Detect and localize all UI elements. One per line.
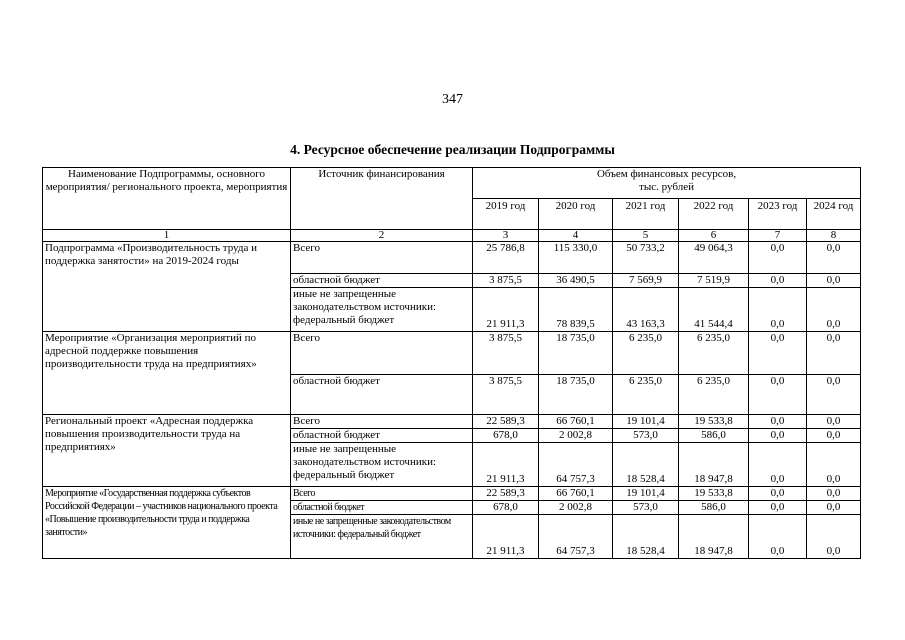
value-cell: 0,0 — [749, 274, 807, 288]
column-index: 2 — [291, 230, 473, 242]
header-volume-line2: тыс. рублей — [639, 181, 694, 193]
column-index: 4 — [539, 230, 613, 242]
value-cell: 6 235,0 — [679, 375, 749, 415]
value-cell: 6 235,0 — [613, 375, 679, 415]
value-cell: 0,0 — [749, 501, 807, 515]
value-cell: 0,0 — [807, 332, 861, 375]
value-cell: 7 569,9 — [613, 274, 679, 288]
header-volume-column — [473, 168, 861, 199]
header-year: 2022 год — [679, 199, 749, 230]
value-cell: 41 544,4 — [679, 288, 749, 332]
value-cell: 0,0 — [807, 415, 861, 429]
value-cell: 0,0 — [749, 487, 807, 501]
value-cell: 0,0 — [807, 501, 861, 515]
header-volume-line1: Объем финансовых ресурсов, — [596, 168, 737, 180]
funding-source: иные не запрещенные законодательством источники: федеральный бюджет — [291, 515, 473, 559]
header-source-column: Источник финансирования — [291, 168, 473, 230]
value-cell: 0,0 — [807, 515, 861, 559]
section-title: 4. Ресурсное обеспечение реализации Подпрограммы — [290, 142, 615, 157]
value-cell: 0,0 — [749, 415, 807, 429]
column-index: 5 — [613, 230, 679, 242]
column-index-row — [43, 230, 861, 242]
value-cell: 66 760,1 — [539, 487, 613, 501]
header-year: 2021 год — [613, 199, 679, 230]
row-group-name: Подпрограмма «Производительность труда и поддержка занятости» на 2019-2024 годы — [43, 242, 291, 332]
column-index: 3 — [473, 230, 539, 242]
value-cell: 573,0 — [613, 501, 679, 515]
value-cell: 0,0 — [807, 242, 861, 274]
value-cell: 678,0 — [473, 501, 539, 515]
value-cell: 0,0 — [807, 288, 861, 332]
value-cell: 0,0 — [749, 515, 807, 559]
value-cell: 3 875,5 — [473, 332, 539, 375]
funding-source: Всего — [291, 242, 473, 274]
value-cell: 43 163,3 — [613, 288, 679, 332]
funding-source: Всего — [291, 332, 473, 375]
value-cell: 0,0 — [749, 332, 807, 375]
header-year: 2020 год — [539, 199, 613, 230]
value-cell: 2 002,8 — [539, 501, 613, 515]
value-cell: 0,0 — [807, 274, 861, 288]
value-cell: 50 733,2 — [613, 242, 679, 274]
funding-source: иные не запрещенные законодательством источники: федеральный бюджет — [291, 443, 473, 487]
funding-source: областной бюджет — [291, 274, 473, 288]
value-cell: 0,0 — [749, 443, 807, 487]
value-cell: 18 528,4 — [613, 443, 679, 487]
value-cell: 18 947,8 — [679, 443, 749, 487]
resource-table — [42, 167, 861, 559]
value-cell: 0,0 — [749, 288, 807, 332]
value-cell: 18 735,0 — [539, 332, 613, 375]
value-cell: 0,0 — [749, 242, 807, 274]
value-cell: 64 757,3 — [539, 443, 613, 487]
value-cell: 6 235,0 — [613, 332, 679, 375]
table-row — [43, 487, 861, 501]
funding-source: областной бюджет — [291, 501, 473, 515]
value-cell: 19 101,4 — [613, 487, 679, 501]
table-body — [43, 242, 861, 559]
value-cell: 0,0 — [749, 429, 807, 443]
funding-source: областной бюджет — [291, 375, 473, 415]
row-group-name: Мероприятие «Организация мероприятий по адресной поддержке повышения производительности труда на предприятиях» — [43, 332, 291, 415]
page-number: 347 — [442, 92, 463, 107]
value-cell: 78 839,5 — [539, 288, 613, 332]
value-cell: 21 911,3 — [473, 288, 539, 332]
value-cell: 115 330,0 — [539, 242, 613, 274]
value-cell: 3 875,5 — [473, 375, 539, 415]
value-cell: 25 786,8 — [473, 242, 539, 274]
table-row — [43, 415, 861, 429]
value-cell: 19 533,8 — [679, 487, 749, 501]
header-name-column: Наименование Подпрограммы, основного мероприятия/ регионального проекта, мероприятия — [43, 168, 291, 230]
value-cell: 49 064,3 — [679, 242, 749, 274]
value-cell: 22 589,3 — [473, 487, 539, 501]
value-cell: 22 589,3 — [473, 415, 539, 429]
funding-source: иные не запрещенные законодательством источники: федеральный бюджет — [291, 288, 473, 332]
value-cell: 0,0 — [807, 375, 861, 415]
value-cell: 18 735,0 — [539, 375, 613, 415]
value-cell: 66 760,1 — [539, 415, 613, 429]
value-cell: 586,0 — [679, 501, 749, 515]
value-cell: 2 002,8 — [539, 429, 613, 443]
value-cell: 0,0 — [807, 443, 861, 487]
funding-source: Всего — [291, 487, 473, 501]
value-cell: 18 528,4 — [613, 515, 679, 559]
value-cell: 64 757,3 — [539, 515, 613, 559]
column-index: 6 — [679, 230, 749, 242]
table-header — [43, 168, 861, 242]
table-row — [43, 242, 861, 274]
value-cell: 586,0 — [679, 429, 749, 443]
funding-source: областной бюджет — [291, 429, 473, 443]
value-cell: 6 235,0 — [679, 332, 749, 375]
column-index: 7 — [749, 230, 807, 242]
value-cell: 18 947,8 — [679, 515, 749, 559]
value-cell: 678,0 — [473, 429, 539, 443]
row-group-name: Мероприятие «Государственная поддержка субъектов Российской Федерации – участников национального проекта «Повышение производительности труда и поддержка занятости» — [43, 487, 291, 559]
funding-source: Всего — [291, 415, 473, 429]
value-cell: 19 101,4 — [613, 415, 679, 429]
value-cell: 0,0 — [807, 429, 861, 443]
table-row — [43, 332, 861, 375]
value-cell: 36 490,5 — [539, 274, 613, 288]
value-cell: 7 519,9 — [679, 274, 749, 288]
value-cell: 21 911,3 — [473, 515, 539, 559]
value-cell: 19 533,8 — [679, 415, 749, 429]
column-index: 8 — [807, 230, 861, 242]
header-year: 2019 год — [473, 199, 539, 230]
value-cell: 21 911,3 — [473, 443, 539, 487]
value-cell: 0,0 — [749, 375, 807, 415]
value-cell: 3 875,5 — [473, 274, 539, 288]
row-group-name: Региональный проект «Адресная поддержка повышения производительности труда на предприятиях» — [43, 415, 291, 487]
value-cell: 573,0 — [613, 429, 679, 443]
header-year: 2024 год — [807, 199, 861, 230]
header-year: 2023 год — [749, 199, 807, 230]
value-cell: 0,0 — [807, 487, 861, 501]
column-index: 1 — [43, 230, 291, 242]
